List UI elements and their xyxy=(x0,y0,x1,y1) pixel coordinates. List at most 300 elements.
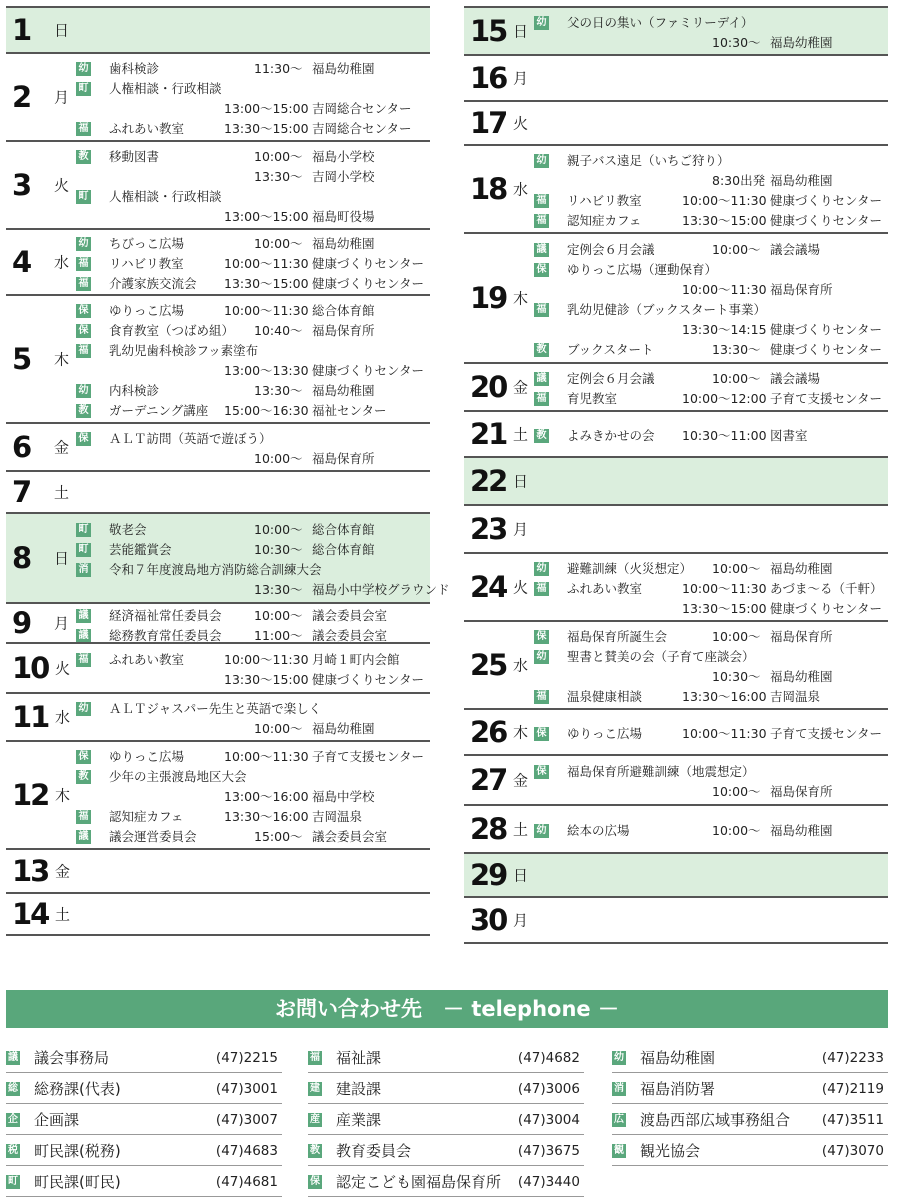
event-title: 総務教育常任委員会 xyxy=(109,628,222,643)
category-badge: 教 xyxy=(76,404,91,418)
event-place: 福島幼稚園 xyxy=(312,721,375,736)
event-title: 認知症カフェ xyxy=(109,809,184,824)
category-badge: 議 xyxy=(76,609,91,623)
event-place: 健康づくりセンター xyxy=(312,672,425,687)
day-of-week: 月 xyxy=(54,88,70,107)
event-place: 子育て支援センター xyxy=(770,391,883,406)
event-title: 定例会６月会議 xyxy=(567,242,655,257)
day-number: 23 xyxy=(470,512,507,546)
contact-row xyxy=(612,1105,888,1135)
category-badge: 町 xyxy=(76,523,91,537)
event-place: 福島保育所 xyxy=(770,629,833,644)
event-title: 介護家族交流会 xyxy=(109,276,197,291)
day-row xyxy=(6,140,430,228)
day-number: 27 xyxy=(470,763,507,797)
event-line xyxy=(76,449,430,469)
event-line xyxy=(534,260,888,280)
event-place: 福島幼稚園 xyxy=(312,236,375,251)
day-row xyxy=(464,754,888,804)
day-number: 17 xyxy=(470,106,507,140)
event-place: 福島幼稚園 xyxy=(770,669,833,684)
event-title: 乳幼児歯科検診フッ素塗布 xyxy=(109,343,259,358)
event-title: 食育教室（つばめ組） xyxy=(109,323,235,338)
day-of-week: 金 xyxy=(513,378,529,397)
event-title: 経済福祉常任委員会 xyxy=(109,608,222,623)
event-place: 吉岡総合センター xyxy=(312,121,412,136)
day-of-week: 土 xyxy=(513,425,529,444)
event-place: 議会議場 xyxy=(770,371,821,386)
category-badge: 消 xyxy=(614,1083,624,1094)
event-line xyxy=(534,821,888,841)
event-line xyxy=(534,579,888,599)
contact-name: 福島幼稚園 xyxy=(640,1049,716,1067)
event-title: ゆりっこ広場 xyxy=(109,749,185,764)
category-badge: 幼 xyxy=(534,562,549,576)
day-of-week: 土 xyxy=(54,483,70,502)
event-line xyxy=(534,389,888,409)
event-time: 13:00～15:00 xyxy=(224,101,309,116)
event-time: 10:00～11:30 xyxy=(682,726,767,741)
category-badge: 保 xyxy=(76,324,91,338)
event-line xyxy=(76,361,430,381)
event-line xyxy=(76,787,430,807)
day-of-week: 木 xyxy=(55,786,71,805)
event-time: 11:00～ xyxy=(254,628,303,643)
event-line xyxy=(76,747,430,767)
event-title: 福島保育所誕生会 xyxy=(567,629,668,644)
event-line xyxy=(534,667,888,687)
category-badge: 福 xyxy=(76,653,91,667)
day-number: 4 xyxy=(12,245,31,279)
event-line xyxy=(76,341,430,361)
event-title: よみきかせの会 xyxy=(567,428,655,443)
event-place: 吉岡温泉 xyxy=(312,809,363,824)
contact-row xyxy=(612,1136,888,1166)
category-badge: 教 xyxy=(534,343,549,357)
event-line xyxy=(534,369,888,389)
event-place: 総合体育館 xyxy=(312,522,375,537)
event-time: 10:00～11:30 xyxy=(224,303,309,318)
event-place: 福島幼稚園 xyxy=(770,35,833,50)
event-time: 13:30～14:15 xyxy=(682,322,767,337)
day-of-week: 火 xyxy=(513,114,529,133)
category-badge: 議 xyxy=(76,830,91,844)
category-badge: 保 xyxy=(310,1176,320,1187)
day-row xyxy=(6,422,430,470)
event-place: 福島小学校 xyxy=(312,149,375,164)
day-number: 26 xyxy=(470,715,507,749)
contact-name: 町民課(税務) xyxy=(34,1142,121,1160)
event-title: 敬老会 xyxy=(109,522,147,537)
category-badge: 議 xyxy=(76,629,91,643)
day-row xyxy=(6,692,430,740)
category-badge: 福 xyxy=(76,122,91,136)
contact-row xyxy=(6,1105,282,1135)
event-title: リハビリ教室 xyxy=(567,193,642,208)
event-time: 10:00～ xyxy=(254,721,303,736)
event-title: 乳幼児健診（ブックスタート事業） xyxy=(567,302,767,317)
day-row xyxy=(6,602,430,642)
event-time: 10:00～ xyxy=(254,149,303,164)
day-number: 7 xyxy=(12,475,31,509)
event-title: ゆりっこ広場（運動保育） xyxy=(567,262,718,277)
category-badge: 町 xyxy=(8,1176,18,1187)
category-badge: 建 xyxy=(310,1083,320,1094)
event-place: 子育て支援センター xyxy=(312,749,425,764)
event-line xyxy=(76,670,430,690)
day-row xyxy=(6,470,430,512)
event-time: 8:30出発 xyxy=(712,173,766,188)
event-time: 10:00～ xyxy=(254,451,303,466)
event-time: 13:30～15:00 xyxy=(224,121,309,136)
event-line xyxy=(76,187,430,207)
event-time: 10:30～11:00 xyxy=(682,428,767,443)
event-line xyxy=(534,762,888,782)
category-badge: 町 xyxy=(76,543,91,557)
category-badge: 保 xyxy=(534,765,549,779)
contact-phone: (47)4681 xyxy=(215,1174,278,1190)
day-of-week: 金 xyxy=(55,862,71,881)
event-time: 13:00～16:00 xyxy=(224,789,309,804)
day-number: 22 xyxy=(470,464,507,498)
event-line xyxy=(76,254,430,274)
contact-phone: (47)2119 xyxy=(821,1081,884,1097)
day-number: 5 xyxy=(12,342,31,376)
event-title: 定例会６月会議 xyxy=(567,371,655,386)
day-of-week: 火 xyxy=(55,659,71,678)
event-time: 13:30～ xyxy=(712,342,761,357)
event-time: 10:00～ xyxy=(712,371,761,386)
event-time: 10:00～11:30 xyxy=(224,749,309,764)
day-number: 16 xyxy=(470,61,507,95)
category-badge: 教 xyxy=(534,429,549,443)
event-line xyxy=(76,167,430,187)
event-time: 10:00～ xyxy=(254,522,303,537)
event-place: 福島保育所 xyxy=(770,282,833,297)
event-place: 総合体育館 xyxy=(312,542,375,557)
event-place: 健康づくりセンター xyxy=(770,193,883,208)
day-of-week: 月 xyxy=(513,520,529,539)
day-of-week: 月 xyxy=(513,911,529,930)
event-place: 健康づくりセンター xyxy=(770,601,883,616)
day-row xyxy=(464,54,888,100)
event-place: 福島中学校 xyxy=(312,789,375,804)
day-of-week: 水 xyxy=(513,180,529,199)
category-badge: 幼 xyxy=(534,650,549,664)
day-of-week: 土 xyxy=(55,905,71,924)
event-title: ガーデニング講座 xyxy=(109,403,209,418)
event-time: 10:00～11:30 xyxy=(224,256,309,271)
event-time: 13:30～15:00 xyxy=(224,672,309,687)
category-badge: 幼 xyxy=(534,824,549,838)
day-number: 20 xyxy=(470,370,507,404)
event-place: 福島小中学校グラウンド xyxy=(312,582,450,597)
event-time: 13:30～ xyxy=(254,582,303,597)
contact-phone: (47)3007 xyxy=(215,1112,278,1128)
contact-row xyxy=(308,1043,584,1073)
category-badge: 福 xyxy=(534,582,549,596)
category-badge: 議 xyxy=(534,372,549,386)
category-badge: 総 xyxy=(8,1083,18,1094)
event-line xyxy=(534,320,888,340)
category-badge: 幼 xyxy=(614,1052,624,1063)
contact-row xyxy=(308,1105,584,1135)
event-title: 議会運営委員会 xyxy=(109,829,197,844)
event-line xyxy=(76,520,430,540)
event-line xyxy=(534,13,888,33)
category-badge: 観 xyxy=(614,1145,624,1156)
event-title: ちびっこ広場 xyxy=(109,236,185,251)
event-time: 13:30～15:00 xyxy=(682,213,767,228)
contact-phone: (47)2215 xyxy=(215,1050,278,1066)
contact-name: 総務課(代表) xyxy=(34,1080,121,1098)
event-title: ＡＬＴジャスパー先生と英語で楽しく xyxy=(109,701,322,716)
event-place: 健康づくりセンター xyxy=(770,213,883,228)
category-badge: 教 xyxy=(76,770,91,784)
day-of-week: 土 xyxy=(513,820,529,839)
event-place: 総合体育館 xyxy=(312,303,375,318)
contact-row xyxy=(308,1074,584,1104)
category-badge: 福 xyxy=(76,277,91,291)
day-row xyxy=(464,852,888,896)
event-time: 10:40～ xyxy=(254,323,303,338)
calendar-column-right xyxy=(464,6,888,944)
contact-phone: (47)2233 xyxy=(821,1050,884,1066)
contact-name: 福島消防署 xyxy=(640,1080,716,1098)
event-line xyxy=(76,59,430,79)
day-row xyxy=(6,892,430,936)
day-of-week: 木 xyxy=(513,723,529,742)
category-badge: 広 xyxy=(614,1114,624,1125)
contact-phone: (47)4682 xyxy=(517,1050,580,1066)
day-of-week: 日 xyxy=(54,21,70,40)
event-title: 芸能鑑賞会 xyxy=(109,542,172,557)
day-of-week: 月 xyxy=(513,69,529,88)
day-of-week: 火 xyxy=(54,176,70,195)
category-badge: 福 xyxy=(534,303,549,317)
day-row xyxy=(464,708,888,754)
category-badge: 福 xyxy=(534,690,549,704)
contact-phone: (47)3004 xyxy=(517,1112,580,1128)
event-place: 健康づくりセンター xyxy=(312,276,425,291)
event-time: 13:30～16:00 xyxy=(224,809,309,824)
category-badge: 保 xyxy=(76,750,91,764)
day-of-week: 木 xyxy=(54,350,70,369)
contact-name: 産業課 xyxy=(336,1111,382,1129)
contact-name: 認定こども園福島保育所 xyxy=(336,1173,502,1191)
event-line xyxy=(76,606,430,626)
day-of-week: 日 xyxy=(513,866,529,885)
event-place: 吉岡総合センター xyxy=(312,101,412,116)
day-row xyxy=(6,848,430,892)
event-line xyxy=(76,650,430,670)
event-line xyxy=(76,560,430,580)
contact-name: 福祉課 xyxy=(336,1049,382,1067)
day-of-week: 水 xyxy=(513,656,529,675)
contact-phone: (47)3675 xyxy=(517,1143,580,1159)
event-title: ふれあい教室 xyxy=(567,581,643,596)
event-place: 健康づくりセンター xyxy=(312,256,425,271)
category-badge: 保 xyxy=(534,630,549,644)
day-number: 19 xyxy=(470,281,507,315)
event-place: 吉岡温泉 xyxy=(770,689,821,704)
category-badge: 保 xyxy=(534,263,549,277)
calendar-column-left xyxy=(6,6,450,936)
contact-name: 渡島西部広域事務組合 xyxy=(640,1111,791,1129)
event-place: 福祉センター xyxy=(312,403,387,418)
event-line xyxy=(76,767,430,787)
event-line xyxy=(534,300,888,320)
contact-header: お問い合わせ先 － telephone － xyxy=(6,990,888,1028)
event-place: 福島町役場 xyxy=(312,209,375,224)
event-line xyxy=(534,559,888,579)
event-line xyxy=(534,240,888,260)
event-time: 10:00～12:00 xyxy=(682,391,767,406)
day-number: 14 xyxy=(12,897,49,931)
event-title: リハビリ教室 xyxy=(109,256,184,271)
day-number: 8 xyxy=(12,541,31,575)
event-line xyxy=(76,381,430,401)
contact-row xyxy=(6,1167,282,1197)
event-line xyxy=(76,580,450,600)
event-line xyxy=(76,429,430,449)
event-place: 福島幼稚園 xyxy=(312,383,375,398)
event-line xyxy=(534,687,888,707)
event-time: 13:30～16:00 xyxy=(682,689,767,704)
event-time: 10:00～ xyxy=(712,629,761,644)
contact-row xyxy=(612,1074,888,1104)
category-badge: 幼 xyxy=(534,154,549,168)
category-badge: 福 xyxy=(76,257,91,271)
event-place: 議会委員会室 xyxy=(312,829,388,844)
event-title: ふれあい教室 xyxy=(109,652,185,667)
event-time: 10:00～ xyxy=(712,561,761,576)
event-title: 少年の主張渡島地区大会 xyxy=(109,769,247,784)
contact-phone: (47)3070 xyxy=(821,1143,884,1159)
day-row xyxy=(464,552,888,620)
day-number: 3 xyxy=(12,168,31,202)
day-row xyxy=(464,504,888,552)
contact-name: 議会事務局 xyxy=(34,1049,110,1067)
event-time: 10:00～ xyxy=(712,242,761,257)
event-title: ＡＬＴ訪問（英語で遊ぼう） xyxy=(109,431,272,446)
day-row xyxy=(464,804,888,852)
category-badge: 福 xyxy=(534,214,549,228)
event-line xyxy=(76,540,430,560)
day-number: 2 xyxy=(12,80,31,114)
day-row xyxy=(6,6,430,52)
contact-name: 観光協会 xyxy=(640,1142,701,1160)
event-place: 福島保育所 xyxy=(770,784,833,799)
day-number: 15 xyxy=(470,14,507,48)
event-line xyxy=(76,207,430,227)
event-title: ゆりっこ広場 xyxy=(567,726,643,741)
event-line xyxy=(534,151,888,171)
event-time: 13:00～13:30 xyxy=(224,363,309,378)
event-time: 10:00～ xyxy=(712,823,761,838)
day-row xyxy=(6,52,430,140)
event-line xyxy=(534,599,888,619)
day-row xyxy=(464,896,888,944)
event-line xyxy=(534,782,888,802)
day-of-week: 水 xyxy=(54,253,70,272)
category-badge: 福 xyxy=(534,392,549,406)
category-badge: 教 xyxy=(76,150,91,164)
day-number: 29 xyxy=(470,858,507,892)
day-number: 18 xyxy=(470,172,507,206)
day-row xyxy=(6,512,450,602)
day-row xyxy=(464,232,888,362)
day-of-week: 月 xyxy=(54,614,70,633)
day-of-week: 火 xyxy=(513,578,529,597)
day-of-week: 日 xyxy=(54,549,70,568)
event-line xyxy=(76,234,430,254)
day-number: 25 xyxy=(470,648,507,682)
event-time: 13:00～15:00 xyxy=(224,209,309,224)
event-time: 13:30～ xyxy=(254,169,303,184)
event-line xyxy=(534,340,888,360)
event-place: 図書室 xyxy=(770,428,808,443)
day-of-week: 木 xyxy=(513,289,529,308)
event-place: あづま～る（千軒） xyxy=(770,581,883,596)
event-line xyxy=(76,401,430,421)
event-time: 10:30～ xyxy=(712,35,761,50)
event-line xyxy=(534,647,888,667)
category-badge: 町 xyxy=(76,82,91,96)
day-of-week: 日 xyxy=(513,22,529,41)
event-place: 月崎１町内会館 xyxy=(312,652,400,667)
category-badge: 税 xyxy=(8,1145,18,1156)
contact-row xyxy=(6,1136,282,1166)
contact-phone: (47)3006 xyxy=(517,1081,580,1097)
contact-name: 町民課(町民) xyxy=(34,1173,121,1191)
contact-name: 企画課 xyxy=(34,1111,80,1129)
category-badge: 町 xyxy=(76,190,91,204)
event-line xyxy=(534,211,888,231)
day-row xyxy=(464,144,888,232)
day-row xyxy=(6,642,430,692)
event-time: 10:00～11:30 xyxy=(682,282,767,297)
event-place: 福島幼稚園 xyxy=(770,173,833,188)
category-badge: 幼 xyxy=(76,702,91,716)
event-time: 13:30～15:00 xyxy=(224,276,309,291)
event-line xyxy=(534,280,888,300)
category-badge: 産 xyxy=(310,1114,320,1125)
event-title: 認知症カフェ xyxy=(567,213,642,228)
event-title: 福島保育所避難訓練（地震想定） xyxy=(567,764,755,779)
event-line xyxy=(76,79,430,99)
event-time: 10:00～11:30 xyxy=(224,652,309,667)
day-number: 1 xyxy=(12,13,31,47)
category-badge: 福 xyxy=(310,1052,320,1063)
category-badge: 教 xyxy=(310,1145,320,1156)
event-title: ゆりっこ広場 xyxy=(109,303,185,318)
day-row xyxy=(464,362,888,410)
category-badge: 保 xyxy=(76,432,91,446)
contact-row xyxy=(308,1136,584,1166)
event-time: 10:00～ xyxy=(712,784,761,799)
day-of-week: 金 xyxy=(513,771,529,790)
event-title: 親子バス遠足（いちご狩り） xyxy=(567,153,730,168)
day-number: 9 xyxy=(12,606,31,640)
category-badge: 保 xyxy=(534,727,549,741)
day-number: 13 xyxy=(12,854,49,888)
contact-phone: (47)3511 xyxy=(821,1112,884,1128)
day-row xyxy=(6,228,430,294)
event-time: 10:00～ xyxy=(254,236,303,251)
category-badge: 幼 xyxy=(76,384,91,398)
event-line xyxy=(76,301,430,321)
